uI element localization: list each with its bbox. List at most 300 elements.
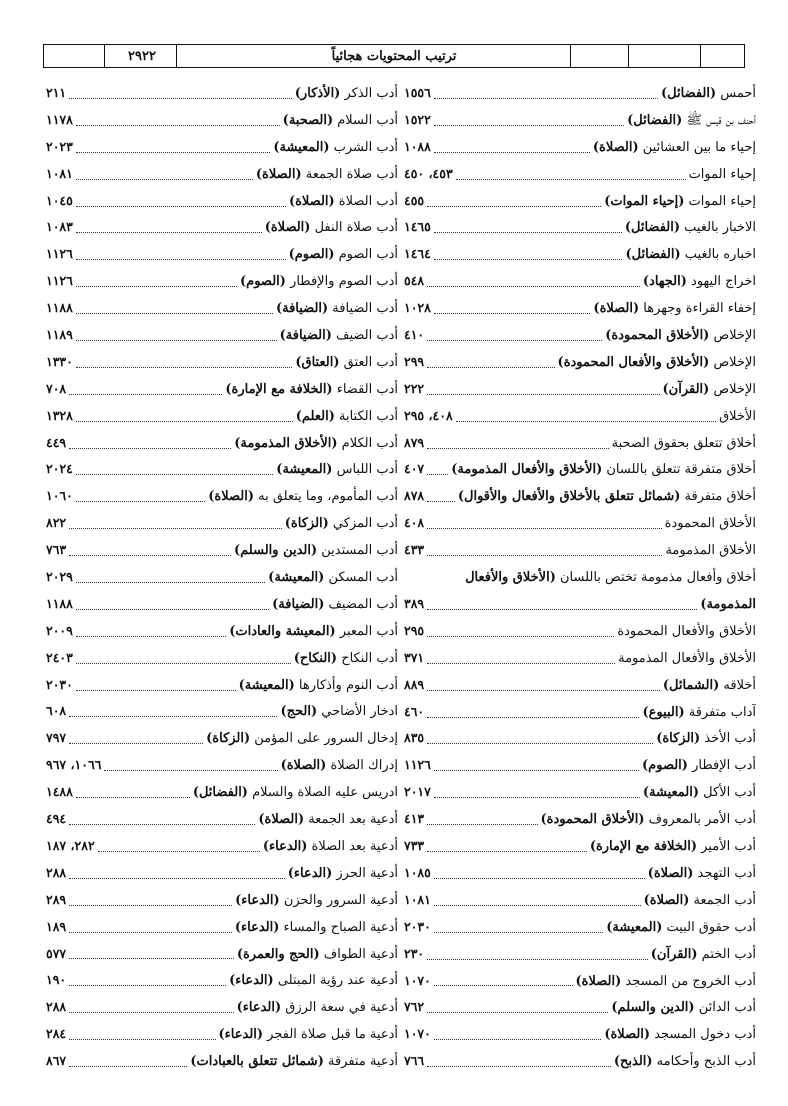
entry-category: (إحياء الموات): [604, 193, 685, 209]
entry-category: (الفضائل): [625, 247, 681, 263]
index-entry: [404, 161, 756, 188]
dot-leader: [76, 582, 265, 583]
index-entry: [404, 779, 756, 806]
dot-leader: [427, 636, 614, 637]
index-entry: [404, 860, 756, 887]
index-entry: [404, 941, 756, 968]
entry-title: أدعية السرور والحزن: [279, 892, 398, 908]
index-entry: [46, 403, 398, 430]
index-entry: [46, 161, 398, 188]
entry-term: [240, 269, 398, 295]
entry-page-number: ١١٨٩: [46, 327, 73, 343]
entry-term: [296, 404, 398, 430]
dot-leader: [76, 313, 273, 314]
index-entry: [46, 967, 398, 994]
index-entry: [404, 430, 756, 457]
entry-title: أدب الضيف: [331, 328, 398, 344]
entry-page-number: ٨٨٩: [404, 676, 425, 692]
entry-page-number: ٤٠٧: [404, 461, 425, 477]
entry-page-number: ٤١٣: [404, 811, 425, 827]
entry-page-number: ١٠٢٨: [404, 300, 431, 316]
index-entry: [404, 833, 756, 860]
index-entry: [46, 564, 398, 591]
entry-term: [593, 135, 756, 161]
index-entry: [404, 134, 756, 161]
dot-leader: [434, 152, 590, 153]
entry-term: [295, 350, 398, 376]
entry-term: [229, 619, 398, 645]
index-entry: [404, 1048, 756, 1075]
entry-title: أدعية متفرقة: [323, 1054, 398, 1070]
entry-title: أدب الذبح وأحكامه: [652, 1054, 756, 1070]
index-entry: [46, 241, 398, 268]
index-entry: [404, 188, 756, 215]
entry-category: (الصلاة): [288, 193, 335, 209]
entry-page-number: ١١٧٨: [46, 111, 73, 127]
dot-leader: [76, 286, 237, 287]
entry-term: [656, 726, 756, 752]
entry-term: [590, 834, 756, 860]
entry-title: اخراج اليهود: [686, 274, 756, 290]
dot-leader: [76, 636, 226, 637]
entry-term: [229, 968, 398, 994]
entry-page-number: ٢١١: [46, 85, 67, 100]
entry-page-number: ٣٧١: [404, 649, 425, 665]
entry-category: (الأخلاق المحمودة): [605, 328, 710, 344]
entry-title: أدب الشرب: [329, 139, 398, 155]
entry-title: أدعية الطواف: [319, 946, 398, 962]
entry-title: أدعية بعد الصلاة: [307, 838, 398, 854]
entry-title: أحمس: [716, 86, 756, 101]
index-entry: [404, 968, 756, 995]
entry-page-number: ٢٨٢، ١٨٧: [46, 837, 95, 853]
entry-title: أدب الذكر: [340, 86, 398, 101]
entry-page-number: ١٠٧٠: [404, 1026, 431, 1042]
index-entry: [404, 268, 756, 295]
entry-term: [719, 404, 756, 430]
dot-leader: [69, 1039, 215, 1040]
entry-page-number: ٤٠٨: [404, 515, 425, 531]
entry-term: [235, 888, 398, 914]
entry-page-number: ٤٥٥: [404, 192, 425, 208]
index-entry: [46, 994, 398, 1021]
index-entry: [46, 698, 398, 725]
dot-leader: [427, 555, 662, 556]
entry-title: أدب اللباس: [332, 462, 398, 478]
entry-term: [258, 807, 398, 833]
header-divider: [700, 45, 701, 67]
entry-term: [193, 780, 398, 806]
entry-category: (الصلاة): [255, 166, 302, 182]
entry-term: [285, 511, 398, 537]
entry-category: (الضيافة): [279, 328, 332, 344]
entry-title: إدخال السرور على المؤمن: [250, 731, 398, 747]
index-entry: [404, 241, 756, 268]
entry-category: (الذبح): [613, 1054, 653, 1070]
entry-page-number: ١٠٧٠: [404, 972, 431, 988]
entry-page-number: ٣٨٩: [404, 596, 425, 612]
entry-category: (الدعاء): [262, 838, 308, 854]
dot-leader: [427, 528, 661, 529]
entry-category: (الصحبة): [282, 112, 334, 128]
index-entry: [46, 752, 398, 779]
entry-page-number: ٨٧٩: [404, 434, 425, 450]
page-title: ترتيب المحتويات هجائياً: [331, 48, 457, 64]
entry-category: (الأذكار): [294, 86, 341, 101]
entry-page-number: ٢٠٣٠: [46, 676, 73, 692]
dot-leader: [76, 179, 253, 180]
entry-term: [593, 296, 756, 322]
entry-title: اخباره بالغيب: [680, 247, 756, 263]
entry-term: [237, 942, 398, 968]
entry-term: [465, 564, 756, 591]
entry-title: الاخبار بالغيب: [680, 220, 756, 236]
entry-title: أدب صلاة الجمعة: [301, 166, 398, 182]
dot-leader: [427, 501, 455, 502]
entry-term: [239, 673, 398, 699]
entry-title: أدب الدائن: [694, 1000, 756, 1016]
index-entry: [404, 914, 756, 941]
entry-page-number: ١١٢٦: [46, 246, 73, 262]
entry-term: [451, 457, 756, 483]
entry-page-number: ٢٠٠٩: [46, 622, 73, 638]
entry-term: [644, 888, 756, 914]
entry-term: [541, 807, 757, 833]
index-entry: [404, 645, 756, 672]
entry-page-number: ٤٩٤: [46, 811, 67, 827]
entry-category: (العتاق): [295, 354, 340, 370]
page-header: [43, 44, 745, 68]
entry-page-number: ٤٥٣، ٤٥٠: [404, 165, 453, 181]
entry-category: (الصلاة): [208, 489, 254, 505]
entry-category: (المعيشة): [238, 677, 295, 693]
index-entry: [46, 295, 398, 322]
entry-term: [604, 1022, 756, 1048]
entry-term: [234, 538, 398, 564]
entry-title: الإخلاص: [709, 381, 756, 397]
dot-leader: [69, 716, 277, 717]
entry-term: [276, 296, 398, 322]
entry-title: أدب المعبر: [335, 623, 398, 639]
dot-leader: [427, 394, 659, 395]
entry-category: المذمومة): [700, 597, 756, 613]
dot-leader: [427, 851, 587, 852]
entry-title: أدب الأمر بالمعروف: [644, 812, 756, 828]
entry-page-number: ١٨٩: [46, 918, 67, 934]
index-entry: [404, 672, 756, 699]
index-entry: [404, 376, 756, 403]
index-entry: [46, 591, 398, 618]
dot-leader: [76, 232, 262, 233]
entry-category: (الصلاة): [264, 220, 311, 236]
dot-leader: [98, 851, 260, 852]
entry-term: [643, 269, 756, 295]
entry-page-number: ١٠٨٥: [404, 864, 431, 880]
index-entry: [46, 806, 398, 833]
entry-title: أدب الكتابة: [334, 408, 398, 424]
entry-term: [219, 1022, 398, 1048]
index-entry: [404, 456, 756, 483]
dot-leader: [76, 340, 277, 341]
index-entry: [404, 806, 756, 833]
entry-term: [225, 377, 398, 403]
entry-term: [294, 646, 398, 672]
index-entry: [46, 618, 398, 645]
entry-title: أخلاقه: [719, 677, 756, 693]
index-entry: [46, 80, 398, 107]
entry-category: (الدين والسلم): [611, 1000, 695, 1016]
entry-term: [280, 699, 398, 725]
entry-page-number: ١٠٨١: [46, 165, 73, 181]
entry-category: (الدعاء): [234, 919, 280, 935]
entry-category: (الدعاء): [218, 1027, 264, 1043]
entry-page-number: ٢٩٥: [404, 622, 425, 638]
index-entry: [46, 914, 398, 941]
entry-page-number: ٤٣٣: [404, 542, 425, 558]
index-entry: [404, 322, 756, 349]
entry-category: (الأخلاق والأفعال المذمومة): [451, 462, 603, 478]
index-entry: [404, 994, 756, 1021]
entry-title: أدب العتق: [339, 354, 398, 370]
dot-leader: [427, 1066, 611, 1067]
entry-title: أدب صلاة النفل: [310, 220, 398, 236]
entry-term: [618, 646, 756, 672]
entry-category: (الزكاة): [206, 731, 251, 747]
dot-leader: [434, 259, 623, 260]
entry-term: [263, 834, 398, 860]
entry-page-number: ٧٦٢: [404, 999, 425, 1015]
entry-title: الإخلاص: [709, 354, 756, 370]
entry-page-number: ٦٠٨: [46, 703, 67, 719]
entry-title: أدب حقوق البيت: [662, 919, 756, 935]
index-entry: [404, 752, 756, 779]
entry-page-number: ٤٠٨، ٢٩٥: [404, 407, 453, 423]
entry-term: [295, 81, 398, 107]
entry-term: [234, 431, 398, 457]
entry-category: (الصلاة): [592, 139, 639, 155]
dot-leader: [69, 905, 232, 906]
dot-leader: [69, 555, 231, 556]
entry-category: (الأخلاق المذمومة): [234, 435, 338, 451]
dot-leader: [76, 474, 273, 475]
entry-category: (الصلاة): [593, 301, 640, 317]
index-entry: [46, 349, 398, 376]
entry-category: (القرآن): [662, 381, 710, 397]
entry-category: (المعيشة): [606, 919, 663, 935]
entry-title: أدب المسكن: [324, 570, 398, 586]
entry-page-number: ٢٨٨: [46, 864, 67, 880]
entry-page-number: ٢٠٢٣: [46, 138, 73, 154]
entry-page-number: ١٥٢٢: [404, 111, 431, 127]
entry-title: أدب الضيافة: [328, 301, 398, 317]
entry-title: أخلاق تتعلق بحقوق الصحبة: [611, 435, 756, 451]
entry-page-number: ٧٣٣: [404, 838, 425, 854]
entry-title: أدعية الحرز: [332, 865, 398, 881]
entry-term: [665, 511, 756, 537]
entry-term: [648, 861, 756, 887]
entry-category: (المعيشة): [642, 785, 700, 801]
index-entry: [46, 779, 398, 806]
index-entry: [404, 403, 756, 430]
index-entry: [46, 107, 398, 134]
entry-page-number: ١٠٨٨: [404, 138, 431, 154]
dot-leader: [434, 232, 622, 233]
index-entry: [46, 483, 398, 510]
dot-leader: [69, 743, 203, 744]
entry-page-number: ٢٠٢٤: [46, 461, 73, 477]
entry-term: [663, 377, 756, 403]
entry-category: (الزكاة): [656, 731, 701, 747]
entry-category: (الصوم): [642, 758, 688, 774]
dot-leader: [434, 770, 639, 771]
entry-page-number: ٧٩٧: [46, 730, 67, 746]
page-number: ٢٩٢٢: [128, 48, 156, 64]
entry-title: أدب الأكل: [699, 785, 756, 801]
entry-page-number: ٤٦٠: [404, 703, 425, 719]
index-entry: [404, 537, 756, 564]
entry-title: أدب الأخذ: [700, 731, 756, 747]
dot-leader: [427, 690, 660, 691]
entry-page-number: ٢٩٩: [404, 353, 425, 369]
entry-category: (الصلاة): [575, 973, 622, 989]
entry-page-number: ٢٤٠٣: [46, 649, 73, 665]
index-entry: [46, 268, 398, 295]
entry-page-number: ٨٦٧: [46, 1053, 67, 1069]
dot-leader: [76, 152, 270, 153]
dot-leader: [69, 1012, 233, 1013]
index-entry: [46, 134, 398, 161]
entry-page-number: ١٠٦٠: [46, 488, 73, 504]
entry-title: أدعية في سعة الرزق: [281, 1000, 398, 1016]
entry-page-number: ٥٧٧: [46, 945, 67, 961]
index-entry: [404, 564, 756, 591]
entry-title: أدب المضيف: [324, 596, 398, 612]
entry-title: الأخلاق والأفعال المحمودة: [617, 623, 756, 639]
index-entry: [46, 188, 398, 215]
dot-leader: [456, 179, 686, 180]
entry-title: إخفاء القراءة وجهرها: [639, 301, 756, 317]
entry-title: الإخلاص: [709, 328, 756, 344]
entry-title: أخلاق متفرقة تتعلق باللسان: [602, 462, 756, 478]
index-entry: [404, 887, 756, 914]
entry-page-number: ١١٢٦: [404, 757, 431, 773]
dot-leader: [69, 1066, 187, 1067]
entry-category: (شمائل تتعلق بالعبادات): [190, 1054, 324, 1070]
entry-category: (الضيافة): [272, 596, 325, 612]
dot-leader: [427, 340, 602, 341]
dot-leader: [69, 932, 232, 933]
entry-term: [273, 135, 398, 161]
entry-term: [612, 431, 756, 457]
entry-term: [558, 350, 756, 376]
entry-page-number: ٧٠٨: [46, 380, 67, 396]
index-entry: [46, 510, 398, 537]
entry-page-number: ٢٨٤: [46, 1026, 67, 1042]
entry-category: (الصلاة): [643, 892, 690, 908]
dot-leader: [76, 609, 269, 610]
entry-term: [288, 861, 398, 887]
entry-page-number: ١١٢٦: [46, 273, 73, 289]
entry-term: [665, 538, 756, 564]
index-entry: [46, 322, 398, 349]
entry-term: [289, 189, 398, 215]
entry-term: [283, 108, 398, 134]
index-entry: [46, 645, 398, 672]
entry-title: ادريس عليه الصلاة والسلام: [247, 785, 398, 801]
dot-leader: [427, 286, 640, 287]
entry-title: أدب التهجد: [693, 865, 756, 881]
entry-page-number: ٥٤٨: [404, 273, 425, 289]
dot-leader: [434, 313, 591, 314]
entry-page-number: ١١٨٨: [46, 300, 73, 316]
entry-page-number: ١٥٥٦: [404, 85, 431, 100]
entry-title: الأخلاق المحمودة: [664, 516, 756, 532]
dot-leader: [69, 958, 234, 959]
entry-category: (المعيشة): [276, 462, 333, 478]
entry-page-number: ١٣٣٠: [46, 353, 73, 369]
entry-page-number: ١٣٢٨: [46, 407, 73, 423]
index-entry: [404, 591, 756, 618]
entry-term: [642, 700, 756, 726]
index-column-right: [404, 80, 756, 1075]
dot-leader: [427, 1012, 608, 1013]
dot-leader: [427, 609, 697, 610]
dot-leader: [69, 98, 292, 99]
entry-term: [190, 1049, 398, 1075]
entry-title: أدعية الصباح والمساء: [279, 919, 398, 935]
index-entry: [46, 1048, 398, 1075]
entry-page-number: ١٤٦٥: [404, 219, 431, 235]
dot-leader: [427, 448, 608, 449]
entry-term: [281, 753, 398, 779]
entry-category: (القرآن): [650, 946, 698, 962]
entry-category: (الدعاء): [287, 865, 333, 881]
index-entry: [46, 376, 398, 403]
entry-page-number: ٢٨٩: [46, 891, 67, 907]
entry-page-number: ١١٨٨: [46, 595, 73, 611]
entry-term: [614, 1049, 756, 1075]
entry-term: [663, 673, 756, 699]
entry-title: إحياء الموات: [684, 193, 756, 209]
entry-title: أدب السلام: [333, 112, 398, 128]
entry-title: أدب دخول المسجد: [650, 1027, 756, 1043]
dot-leader: [76, 421, 293, 422]
index-entry: [46, 537, 398, 564]
index-column-left: [46, 80, 398, 1075]
entry-term: [627, 108, 756, 134]
dot-leader: [427, 206, 601, 207]
entry-category: (الزكاة): [284, 516, 329, 532]
entry-term: [280, 323, 398, 349]
entry-category: (الفضائل): [624, 220, 680, 236]
entry-page-number: ٢٣٠: [404, 945, 425, 961]
entry-title: أحنف بن قيس ﷺ: [682, 112, 756, 128]
entry-category: (العلم): [295, 408, 335, 424]
entry-title: أدعية عند رؤية المبتلى: [273, 973, 398, 989]
entry-term: [576, 969, 756, 995]
dot-leader: [76, 501, 205, 502]
header-divider: [628, 45, 629, 67]
dot-leader: [76, 663, 291, 664]
entry-category: (الدين والسلم): [233, 543, 318, 559]
entry-page-number: ٧٦٦: [404, 1053, 425, 1069]
entry-title: آداب متفرقة: [684, 704, 756, 720]
index-entry: [404, 80, 756, 107]
entry-title: الأخلاق والأفعال المذمومة: [618, 650, 756, 666]
entry-page-number: ٨٢٢: [46, 515, 67, 531]
entry-category: (الفضائل): [660, 86, 717, 101]
entry-category: (الصلاة): [647, 865, 694, 881]
